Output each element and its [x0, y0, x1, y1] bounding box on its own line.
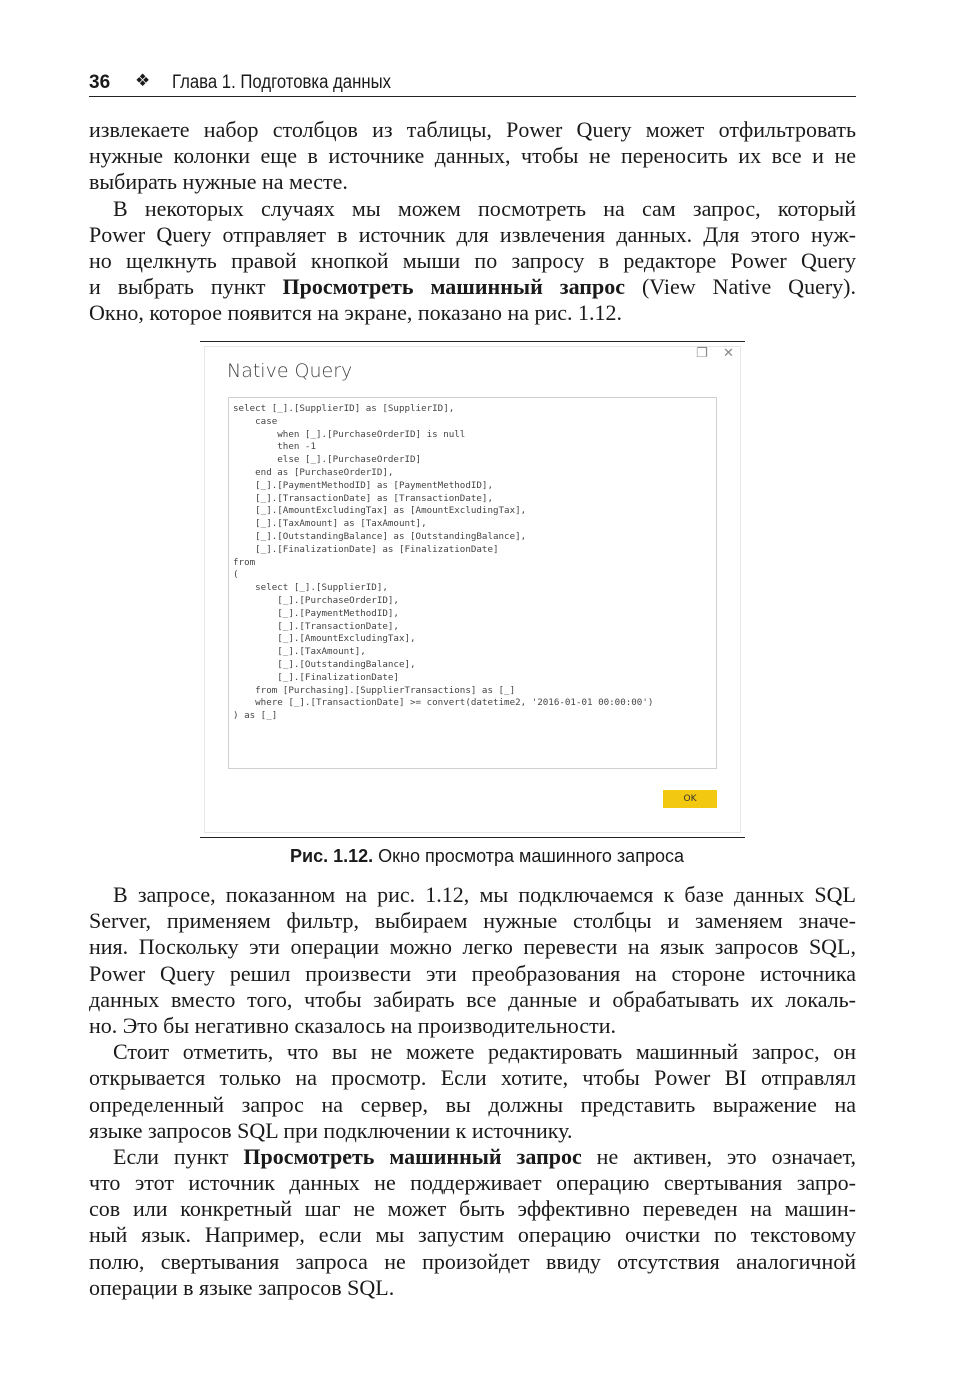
text-line	[89, 169, 856, 195]
body-text-top	[89, 117, 856, 327]
text-run: открывается только на просмотр. Если хотите, чтобы Power BI отправлял	[89, 1065, 856, 1091]
text-line	[89, 934, 856, 960]
text-run: (View Native Query).	[624, 274, 856, 300]
text-line	[89, 222, 856, 248]
page-number: 36	[89, 72, 111, 93]
bold-term: Просмотреть машинный запрос	[282, 274, 625, 300]
text-run: выбирать нужные на месте.	[89, 169, 348, 195]
text-line	[89, 1013, 856, 1039]
text-line	[89, 1249, 856, 1275]
restore-icon[interactable]: ❐	[696, 346, 708, 361]
text-run: В некоторых случаях мы можем посмотреть на сам запрос, который	[113, 195, 856, 221]
text-line	[89, 1144, 856, 1170]
text-run: Power Query решил произвести эти преобразования на стороне источника	[89, 960, 856, 986]
text-run: извлекаете набор столбцов из таблицы, Power Query может отфильтровать	[89, 117, 856, 142]
figure-caption-text: Окно просмотра машинного запроса	[373, 846, 684, 866]
paragraph	[89, 1144, 856, 1301]
text-line	[89, 248, 856, 274]
text-run: Power Query отправляет в источник для извлечения данных. Для этого нуж-	[89, 221, 856, 247]
text-line	[89, 1065, 856, 1091]
text-line	[89, 1275, 856, 1301]
close-icon[interactable]: ✕	[723, 346, 734, 361]
paragraph	[89, 117, 856, 196]
text-run: определенный запрос на сервер, вы должны представить выражение на	[89, 1091, 856, 1117]
paragraph	[89, 1039, 856, 1144]
text-line	[89, 1170, 856, 1196]
native-query-dialog	[200, 341, 745, 838]
text-line	[89, 961, 856, 987]
body-text-bottom	[89, 882, 856, 1301]
text-run: Server, применяем фильтр, выбираем нужные столбцы и заменяем значе-	[89, 908, 856, 934]
text-line	[89, 1118, 856, 1144]
text-run: не активен, это означает,	[581, 1143, 856, 1169]
text-run: сов или конкретный шаг не может быть эффективно переведен на машин-	[89, 1196, 856, 1222]
text-run: Стоит отметить, что вы не можете редактировать машинный запрос, он	[113, 1039, 856, 1065]
text-line	[89, 274, 856, 300]
text-line	[89, 987, 856, 1013]
text-run: ния. Поскольку эти операции можно легко перевести на язык запросов SQL,	[89, 934, 856, 960]
paragraph	[89, 882, 856, 1039]
ornament-icon: ❖	[135, 71, 151, 90]
text-line	[89, 117, 856, 143]
paragraph	[89, 196, 856, 327]
text-run: данных вместо того, чтобы забирать все данные и обрабатывать их локаль-	[89, 986, 856, 1012]
text-run: но щелкнуть правой кнопкой мыши по запросу в редакторе Power Query	[89, 247, 856, 273]
text-run: полю, свертывания запроса не произойдет ввиду отсутствия аналогичной	[89, 1248, 856, 1274]
text-run: В запросе, показанном на рис. 1.12, мы подключаемся к базе данных SQL	[113, 882, 856, 907]
dialog-title: Native Query	[227, 360, 353, 382]
text-line	[89, 1196, 856, 1222]
text-line	[89, 143, 856, 169]
text-line	[89, 882, 856, 908]
chapter-title: Глава 1. Подготовка данных	[172, 72, 391, 93]
text-line	[89, 300, 856, 326]
text-line	[89, 908, 856, 934]
bold-term: Просмотреть машинный запрос	[243, 1143, 582, 1169]
native-query-code[interactable]: select [_].[SupplierID] as [SupplierID], case when [_].[PurchaseOrderID] is null then -1 else [_].[PurchaseOrderID] end as [PurchaseOrderID], [_].[PaymentMethodID] as [PaymentMethodID], [_].[TransactionDate] as [TransactionDate], [_].[AmountExcludingTax] as [AmountExcludingTax], [_].[TaxAmount] as [TaxAmount], [_].[OutstandingBalance] as [OutstandingBalance], [_].[FinalizationDate] as [FinalizationDate] from ( select [_].[SupplierID], [_].[PurchaseOrderID], [_].[PaymentMethodID], [_].[TransactionDate], [_].[AmountExcludingTax], [_].[TaxAmount], [_].[OutstandingBalance], [_].[FinalizationDate] from [Purchasing].[SupplierTransactions] as [_] where [_].[TransactionDate] >= convert(datetime2, '2016-01-01 00:00:00') ) as [_]	[228, 397, 717, 769]
figure-label: Рис. 1.12.	[290, 846, 374, 866]
running-header	[89, 70, 856, 97]
text-line	[89, 196, 856, 222]
text-run: нужные колонки еще в источнике данных, чтобы не переносить их все и не	[89, 143, 856, 169]
text-run: что этот источник данных не поддерживает операцию свертывания запро-	[89, 1170, 856, 1196]
text-run: языке запросов SQL при подключении к источнику.	[89, 1117, 573, 1143]
text-line	[89, 1039, 856, 1065]
figure-caption	[0, 846, 974, 867]
text-run: операции в языке запросов SQL.	[89, 1274, 395, 1300]
text-run: но. Это бы негативно сказалось на производительности.	[89, 1012, 616, 1038]
text-run: Если пункт	[113, 1143, 244, 1169]
text-run: Окно, которое появится на экране, показано на рис. 1.12.	[89, 300, 623, 326]
text-line	[89, 1092, 856, 1118]
text-run: и выбрать пункт	[89, 274, 283, 300]
text-line	[89, 1222, 856, 1248]
ok-button[interactable]: OK	[663, 790, 717, 808]
text-run: ный язык. Например, если мы запустим операцию очистки по текстовому	[89, 1222, 856, 1248]
